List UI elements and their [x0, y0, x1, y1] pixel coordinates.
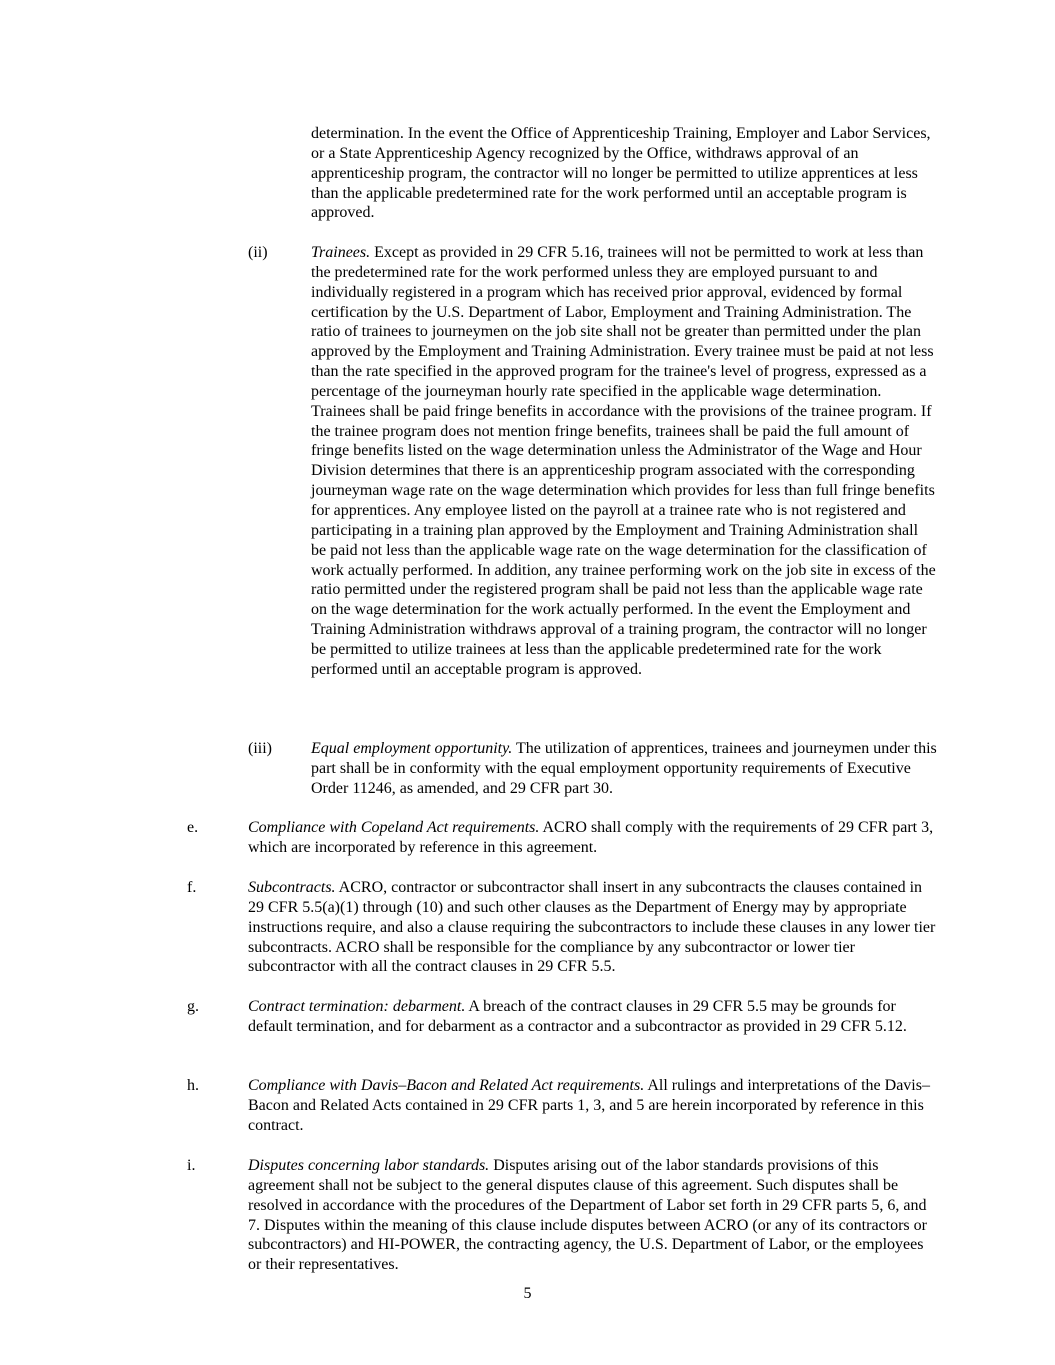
item-heading: Subcontracts. [248, 879, 336, 896]
item-heading: Compliance with Davis–Bacon and Related Act requirements. [248, 1077, 645, 1094]
sub-item-marker: (iii) [248, 740, 272, 757]
sub-item-heading: Trainees. [311, 244, 371, 261]
continuation-paragraph: determination. In the event the Office of Apprenticeship Training, Employer and Labor Services, or a State Apprenticeship Agency recognized by the Office, withdraws approval of an apprenticeship program, the contractor will no longer be permitted to utilize apprentices at less than the applicable predetermined rate for the work performed until an acceptable program is approved. [311, 125, 931, 222]
sub-item-text: Except as provided in 29 CFR 5.16, trainees will not be permitted to work at less than the predetermined rate for the work performed unless they are employed pursuant to and individually registered in a program which has received prior approval, evidenced by formal certification by the U.S. Department of Labor, Employment and Training Administration. The ratio of trainees to journeymen on the job site shall not be greater than permitted under the plan approved by the Employment and Training Administration. Every trainee must be paid at not less than the rate specified in the approved program for the trainee's level of progress, expressed as a percentage of the journeyman hourly rate specified in the applicable wage determination. Trainees shall be paid fringe benefits in accordance with the provisions of the trainee program. If the trainee program does not mention fringe benefits, trainees shall be paid the full amount of fringe benefits listed on the wage determination unless the Administrator of the Wage and Hour Division determines that there is an apprenticeship program associated with the corresponding journeyman wage rate on the wage determination which provides for less than full fringe benefits for apprentices. Any employee listed on the payroll at a trainee rate who is not registered and participating in a training plan approved by the Employment and Training Administration shall be paid not less than the applicable wage rate on the wage determination for the classification of work actually performed. In addition, any trainee performing work on the job site in excess of the ratio permitted under the registered program shall be paid not less than the applicable wage rate on the wage determination for the work actually performed. In the event the Employment and Training Administration withdraws approval of a training program, the contractor will no longer be permitted to utilize trainees at less than the applicable predetermined rate for the work performed until an acceptable program is approved. [311, 244, 936, 678]
sub-item-body [311, 739, 937, 799]
item-body [248, 878, 938, 977]
item-body [248, 1156, 938, 1275]
sub-item-marker: (ii) [248, 244, 268, 261]
item-body [248, 997, 938, 1037]
item-body [248, 818, 938, 858]
page-number: 5 [523, 1285, 532, 1302]
item-marker: e. [187, 819, 199, 836]
item-body [248, 1076, 938, 1136]
item-marker: i. [187, 1157, 196, 1174]
sub-item-body [311, 243, 937, 680]
item-heading: Contract termination: debarment. [248, 998, 466, 1015]
item-text: ACRO, contractor or subcontractor shall insert in any subcontracts the clauses contained in 29 CFR 5.5(a)(1) through (10) and such other clauses as the Department of Energy may by appropriate instructions require, and also a clause requiring the subcontractors to include these clauses in any lower tier subcontracts. ACRO shall be responsible for the compliance by any subcontractor or lower tier subcontractor with all the contract clauses in 29 CFR 5.5. [248, 879, 936, 976]
item-text: A breach of the contract clauses in 29 CFR 5.5 may be grounds for default termination, and for debarment as a contractor and a subcontractor as provided in 29 CFR 5.12. [248, 998, 907, 1035]
sub-item-text: The utilization of apprentices, trainees and journeymen under this part shall be in conformity with the equal employment opportunity requirements of Executive Order 11246, as amended, and 29 CFR part 30. [311, 740, 937, 797]
item-text: ACRO shall comply with the requirements of 29 CFR part 3, which are incorporated by reference in this agreement. [248, 819, 934, 856]
item-text: Disputes arising out of the labor standards provisions of this agreement shall not be subject to the general disputes clause of this agreement. Such disputes shall be resolved in accordance with the procedures of the Department of Labor set forth in 29 CFR parts 5, 6, and 7. Disputes within the meaning of this clause include disputes between ACRO (or any of its contractors or subcontractors) and HI-POWER, the contracting agency, the U.S. Department of Labor, or the employees or their representatives. [248, 1157, 927, 1274]
sub-item-heading: Equal employment opportunity. [311, 740, 513, 757]
item-text: All rulings and interpretations of the Davis–Bacon and Related Acts contained in 29 CFR parts 1, 3, and 5 are herein incorporated by reference in this contract. [248, 1077, 930, 1134]
item-marker: f. [187, 879, 197, 896]
item-heading: Compliance with Copeland Act requirements. [248, 819, 540, 836]
item-marker: h. [187, 1077, 199, 1094]
item-marker: g. [187, 998, 199, 1015]
item-heading: Disputes concerning labor standards. [248, 1157, 490, 1174]
